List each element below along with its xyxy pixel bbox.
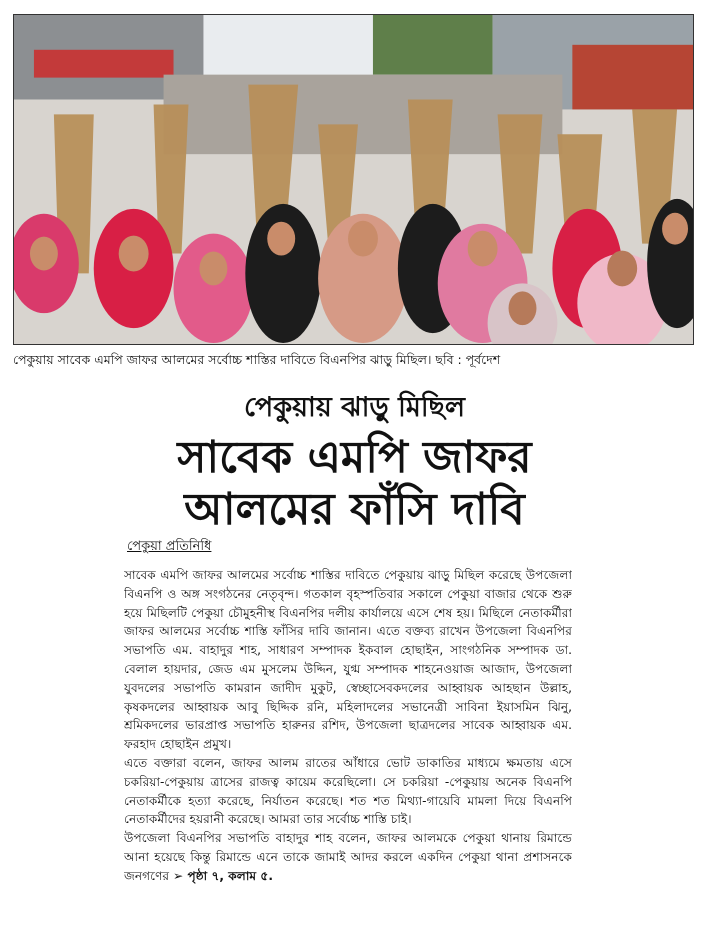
headline-line-2: আলমের ফাঁসি দাবি — [184, 484, 525, 535]
protest-march-photo-icon — [14, 15, 693, 344]
article-paragraph-1: সাবেক এমপি জাফর আলমের সর্বোচ্চ শাস্তির দাবিতে পেকুয়ায় ঝাড়ু মিছিল করেছে উপজেলা বিএনপি ও অঙ্গ সংগঠনের নেতৃবৃন্দ। গতকাল বৃহস্পতিবার সকালে পেকুয়া বাজার থেকে শুরু হয়ে মিছিলটি পেকুয়া চৌমুহনীস্থ বিএনপির দলীয় কার্যালয়ে এসে শেষ হয়। মিছিলে নেতাকর্মীরা জাফর আলমের সর্বোচ্চ শাস্তি ফাঁসির দাবি জানান। এতে বক্তব্য রাখেন উপজেলা বিএনপির সভাপতি এম. বাহাদুর শাহ, সাধারণ সম্পাদক ইকবাল হোছাইন, সাংগঠনিক সম্পাদক ডা. বেলাল হায়দার, জেড এম মুসলেম উদ্দিন, যুগ্ম সম্পাদক শাহনেওয়াজ আজাদ, উপজেলা যুবদলের সভাপতি কামরান জাদীদ মুকুট, স্বেচ্ছাসেবকদলের আহ্বায়ক আহছান উল্লাহ, কৃষকদলের আহ্বায়ক আবু ছিদ্দিক রনি, মহিলাদলের সভানেত্রী সাবিনা ইয়াসমিন ঝিনু, শ্রমিকদলের ভারপ্রাপ্ত সভাপতি হারুনর রশিদ, উপজেলা ছাত্রদলের সাবেক আহ্বায়ক এম. ফরহাদ হোছাইন প্রমুখ। — [124, 568, 572, 752]
byline: পেকুয়া প্রতিনিধি — [127, 539, 212, 554]
article-paragraph-3 — [124, 829, 572, 885]
article-paragraph-2: এতে বক্তারা বলেন, জাফর আলম রাতের আঁধারে ভোট ডাকাতির মাধ্যমে ক্ষমতায় এসে চকরিয়া-পেকুয়ায় ত্রাসের রাজত্ব কায়েম করেছিলো। সে চকরিয়া -পেকুয়ায় অনেক বিএনপি নেতাকর্মীকে হত্যা করেছে, নির্যাতন করেছে। শত শত মিথ্যা-গায়েবি মামলা দিয়ে বিএনপি নেতাকর্মীদের হয়রানী করেছে। আমরা তার সর্বোচ্চ শাস্তি চাই। — [124, 755, 572, 827]
continuation-link[interactable]: ➢ পৃষ্ঠা ৭, কলাম ৫. — [173, 868, 273, 883]
article-paragraph-3-text: উপজেলা বিএনপির সভাপতি বাহাদুর শাহ বলেন, জাফর আলমকে পেকুয়া থানায় রিমান্ডে আনা হয়েছে কিন্তু রিমান্ডে এনে তাকে জামাই আদর করলে একদিন পেকুয়া থানা প্রশাসনকে জনগণের — [124, 831, 572, 883]
article-body — [124, 566, 572, 932]
kicker-heading: পেকুয়ায় ঝাড়ু মিছিল — [243, 392, 466, 423]
headline-line-1: সাবেক এমপি জাফর — [177, 432, 532, 483]
photo-caption: পেকুয়ায় সাবেক এমপি জাফর আলমের সর্বোচ্চ শাস্তির দাবিতে বিএনপির ঝাড়ু মিছিল। ছবি : পূর্বদেশ — [13, 352, 501, 367]
headline — [0, 432, 709, 536]
protest-photo — [13, 14, 694, 345]
